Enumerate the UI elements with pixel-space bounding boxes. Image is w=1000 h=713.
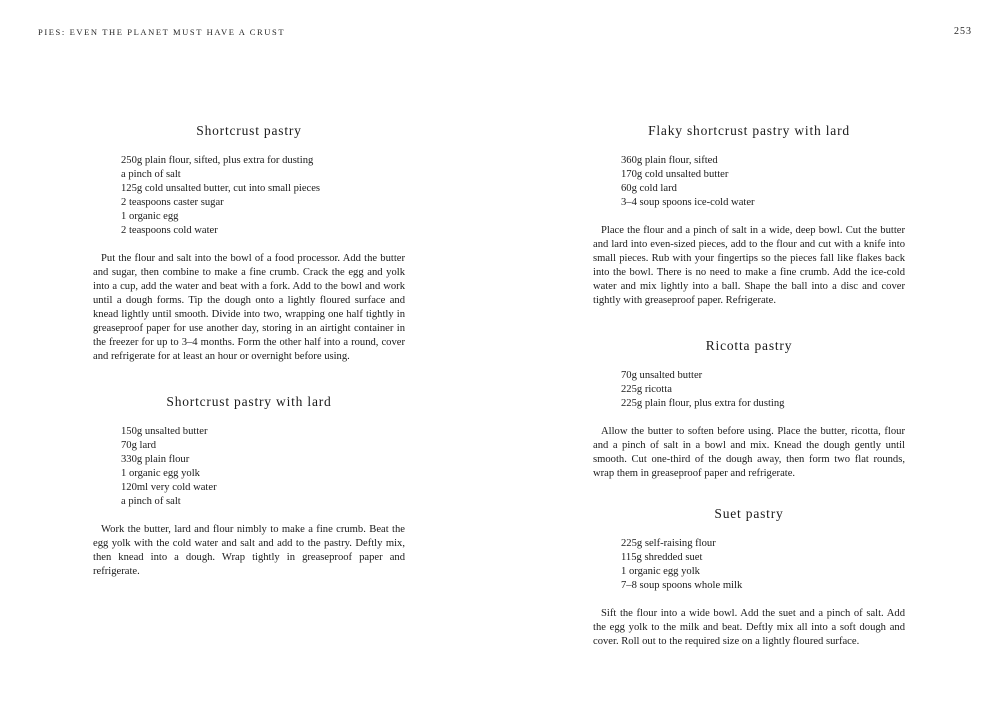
ingredient-item: 250g plain flour, sifted, plus extra for dusting (121, 155, 314, 166)
right-page-column (593, 123, 905, 649)
ingredient-item: 170g cold unsalted butter (621, 169, 729, 180)
ingredient-list (593, 537, 905, 593)
left-page-column (93, 123, 405, 579)
recipe-method: Place the flour and a pinch of salt in a wide, deep bowl. Cut the butter and lard into even-sized pieces, add to the flour and cut with a knife into small pieces. Rub with your fingertips so the pieces fall like flakes back into the bowl. There is no need to make a fine crumb. Add the ice-cold water and mix lightly into a ball. Shape the ball into a disc and cover tightly with greaseproof paper. Refrigerate. (593, 225, 905, 306)
ingredient-item: 1 organic egg yolk (621, 566, 700, 577)
ingredient-list (93, 154, 405, 238)
recipe-title: Ricotta pastry (705, 338, 793, 353)
ingredient-item: 225g plain flour, plus extra for dusting (621, 398, 785, 409)
recipe-ricotta-pastry (593, 338, 905, 481)
recipe-title: Shortcrust pastry with lard (166, 394, 332, 409)
ingredient-item: 2 teaspoons cold water (121, 225, 218, 236)
ingredient-item: a pinch of salt (121, 169, 181, 180)
ingredient-item: 2 teaspoons caster sugar (121, 197, 224, 208)
ingredient-item: 1 organic egg (121, 211, 179, 222)
ingredient-item: 3–4 soup spoons ice-cold water (621, 197, 755, 208)
recipe-shortcrust-pastry (93, 123, 405, 364)
recipe-flaky-shortcrust-pastry-with-lard (593, 123, 905, 308)
ingredient-item: 1 organic egg yolk (121, 468, 200, 479)
ingredient-item: 125g cold unsalted butter, cut into small pieces (121, 183, 321, 194)
ingredient-item: 360g plain flour, sifted (621, 155, 718, 166)
recipe-method: Put the flour and salt into the bowl of a food processor. Add the butter and sugar, then combine to make a fine crumb. Crack the egg and yolk into a cup, add the water and beat with a fork. Add to the bowl and work until a dough forms. Tip the dough onto a lightly floured surface and knead lightly until smooth. Divide into two, wrapping one half tightly in greaseproof paper for use another day, storing in an airtight container in the freezer for up to 3–4 months. Form the other half into a round, cover and refrigerate for at least an hour or overnight before using. (93, 253, 405, 362)
recipe-shortcrust-pastry-with-lard (93, 394, 405, 579)
ingredient-list (593, 154, 905, 210)
ingredient-item: 330g plain flour (121, 454, 190, 465)
recipe-suet-pastry (593, 506, 905, 649)
recipe-title: Flaky shortcrust pastry with lard (648, 123, 850, 138)
ingredient-list (93, 425, 405, 509)
page-number: 253 (954, 26, 972, 37)
ingredient-item: 70g unsalted butter (621, 370, 703, 381)
ingredient-item: 225g self-raising flour (621, 538, 716, 549)
ingredient-item: 60g cold lard (621, 183, 677, 194)
recipe-method: Work the butter, lard and flour nimbly to make a fine crumb. Beat the egg yolk with the cold water and salt and add to the pastry. Deftly mix, then knead into a dough. Wrap tightly in greaseproof paper and refrigerate. (93, 524, 405, 577)
ingredient-item: 150g unsalted butter (121, 426, 208, 437)
recipe-method: Sift the flour into a wide bowl. Add the suet and a pinch of salt. Add the egg yolk to the milk and beat. Deftly mix all into a soft dough and cover. Roll out to the required size on a lightly floured surface. (593, 608, 905, 647)
running-head: PIES: EVEN THE PLANET MUST HAVE A CRUST (38, 27, 286, 37)
ingredient-item: 115g shredded suet (621, 552, 703, 563)
ingredient-item: a pinch of salt (121, 496, 181, 507)
ingredient-item: 225g ricotta (621, 384, 672, 395)
recipe-title: Suet pastry (714, 506, 784, 521)
recipe-title: Shortcrust pastry (196, 123, 302, 138)
ingredient-item: 70g lard (121, 440, 157, 451)
ingredient-list (593, 369, 905, 411)
ingredient-item: 120ml very cold water (121, 482, 217, 493)
recipe-method: Allow the butter to soften before using. Place the butter, ricotta, flour and a pinch of salt in a bowl and mix. Knead the dough gently until smooth. Cut one-third of the dough away, then form two flat rounds, wrap them in greaseproof paper and refrigerate. (593, 426, 905, 479)
ingredient-item: 7–8 soup spoons whole milk (621, 580, 743, 591)
